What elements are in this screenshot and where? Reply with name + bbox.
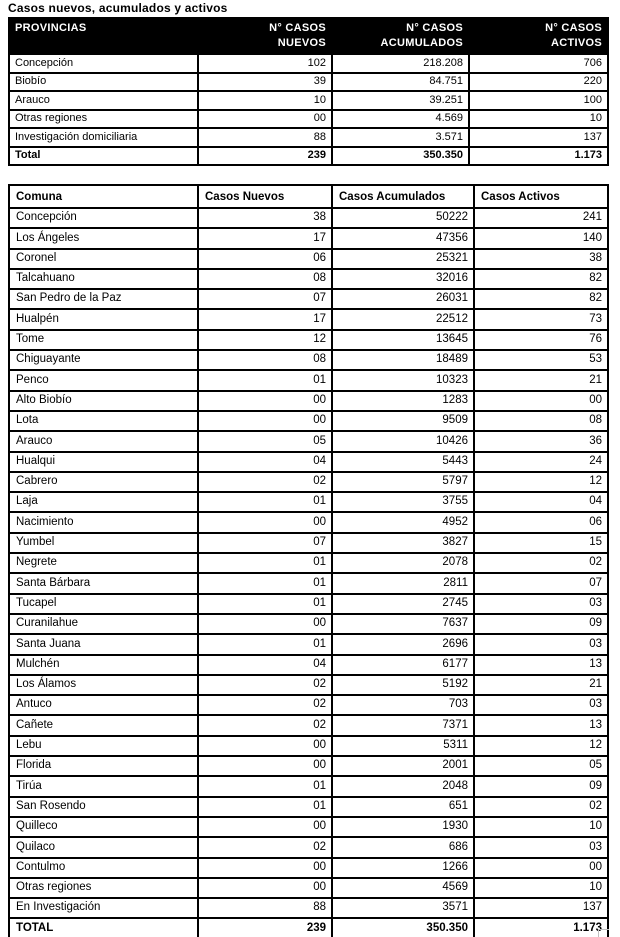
row-value: 08: [198, 269, 332, 289]
row-value: 02: [198, 837, 332, 857]
table-row: [9, 431, 608, 451]
row-value: 10: [474, 878, 608, 898]
row-value: 12: [474, 736, 608, 756]
row-value: 2078: [332, 553, 474, 573]
table-row: [9, 817, 608, 837]
row-label: Cañete: [9, 715, 198, 735]
row-value: 2001: [332, 756, 474, 776]
row-label: Alto Biobío: [9, 391, 198, 411]
row-value: 00: [198, 878, 332, 898]
row-value: 76: [474, 330, 608, 350]
provinces-total-row: [9, 147, 608, 166]
row-value: 10323: [332, 370, 474, 390]
row-value: 02: [198, 715, 332, 735]
row-value: 706: [469, 54, 608, 73]
table-row: [9, 452, 608, 472]
row-value: 04: [198, 452, 332, 472]
row-value: 01: [198, 594, 332, 614]
row-label: Contulmo: [9, 858, 198, 878]
row-value: 04: [474, 492, 608, 512]
row-value: 7371: [332, 715, 474, 735]
header-line: ACUMULADOS: [380, 37, 463, 49]
row-label: Tucapel: [9, 594, 198, 614]
total-casos-nuevos: 239: [198, 918, 332, 937]
row-label: Lebu: [9, 736, 198, 756]
row-value: 137: [469, 128, 608, 147]
row-value: 10426: [332, 431, 474, 451]
row-value: 00: [198, 614, 332, 634]
col-header-provincias: [9, 18, 198, 54]
table-row: [9, 756, 608, 776]
table-row: [9, 492, 608, 512]
row-value: 17: [198, 309, 332, 329]
total-label: Total: [9, 147, 198, 166]
row-value: 1930: [332, 817, 474, 837]
header-line: N° CASOS: [406, 22, 463, 34]
row-value: 686: [332, 837, 474, 857]
table-row: [9, 553, 608, 573]
total-casos-activos: 1.173: [469, 147, 608, 166]
row-value: 13645: [332, 330, 474, 350]
row-label: Hualpén: [9, 309, 198, 329]
provinces-table: [8, 17, 609, 166]
row-label: Biobío: [9, 73, 198, 92]
table-row: [9, 512, 608, 532]
row-label: San Pedro de la Paz: [9, 289, 198, 309]
row-value: 07: [198, 533, 332, 553]
table-row: [9, 91, 608, 110]
row-label: Penco: [9, 370, 198, 390]
header-line: PROVINCIAS: [15, 22, 87, 34]
row-value: 2811: [332, 573, 474, 593]
table-row: [9, 249, 608, 269]
total-casos-acumulados: 350.350: [332, 147, 469, 166]
row-value: 82: [474, 289, 608, 309]
table-row: [9, 594, 608, 614]
row-value: 39: [198, 73, 332, 92]
row-value: 26031: [332, 289, 474, 309]
row-label: Curanilahue: [9, 614, 198, 634]
row-label: Florida: [9, 756, 198, 776]
row-value: 53: [474, 350, 608, 370]
row-value: 88: [198, 898, 332, 918]
table-row: [9, 533, 608, 553]
table-row: [9, 350, 608, 370]
row-value: 137: [474, 898, 608, 918]
row-value: 05: [198, 431, 332, 451]
row-value: 38: [474, 249, 608, 269]
row-label: Otras regiones: [9, 878, 198, 898]
total-casos-nuevos: 239: [198, 147, 332, 166]
row-value: 00: [474, 391, 608, 411]
row-value: 220: [469, 73, 608, 92]
col-header-casos-activos: Casos Activos: [474, 185, 608, 208]
row-value: 02: [198, 675, 332, 695]
table-row: [9, 309, 608, 329]
row-label: Cabrero: [9, 472, 198, 492]
row-value: 24: [474, 452, 608, 472]
total-casos-acumulados: 350.350: [332, 918, 474, 937]
row-value: 5797: [332, 472, 474, 492]
row-value: 5311: [332, 736, 474, 756]
table-row: [9, 858, 608, 878]
table-row: [9, 411, 608, 431]
row-value: 218.208: [332, 54, 469, 73]
row-value: 102: [198, 54, 332, 73]
row-value: 2048: [332, 776, 474, 796]
row-label: Santa Bárbara: [9, 573, 198, 593]
row-value: 01: [198, 776, 332, 796]
table-row: [9, 655, 608, 675]
row-value: 2696: [332, 634, 474, 654]
col-header-casos-nuevos: Casos Nuevos: [198, 185, 332, 208]
row-value: 10: [198, 91, 332, 110]
row-label: Negrete: [9, 553, 198, 573]
row-label: Tome: [9, 330, 198, 350]
row-value: 140: [474, 228, 608, 248]
row-label: Antuco: [9, 695, 198, 715]
row-value: 00: [198, 817, 332, 837]
row-value: 07: [198, 289, 332, 309]
row-value: 01: [198, 370, 332, 390]
row-value: 13: [474, 655, 608, 675]
row-value: 01: [198, 573, 332, 593]
row-value: 00: [198, 736, 332, 756]
table-row: [9, 391, 608, 411]
row-value: 09: [474, 776, 608, 796]
table-row: [9, 898, 608, 918]
row-value: 08: [198, 350, 332, 370]
communes-header-row: [9, 185, 608, 208]
table-row: [9, 715, 608, 735]
row-value: 03: [474, 837, 608, 857]
row-value: 3571: [332, 898, 474, 918]
page-title: Casos nuevos, acumulados y activos: [8, 1, 228, 15]
row-label: Laja: [9, 492, 198, 512]
row-value: 82: [474, 269, 608, 289]
col-header-comuna: Comuna: [9, 185, 198, 208]
row-value: 32016: [332, 269, 474, 289]
row-value: 00: [198, 756, 332, 776]
row-value: 9509: [332, 411, 474, 431]
table-row: [9, 776, 608, 796]
total-label: TOTAL: [9, 918, 198, 937]
row-label: Los Álamos: [9, 675, 198, 695]
row-value: 00: [474, 858, 608, 878]
row-value: 6177: [332, 655, 474, 675]
row-value: 01: [198, 634, 332, 654]
row-label: Mulchén: [9, 655, 198, 675]
col-header-casos-acumulados: [332, 18, 469, 54]
row-value: 2745: [332, 594, 474, 614]
row-value: 03: [474, 594, 608, 614]
row-value: 4952: [332, 512, 474, 532]
row-value: 241: [474, 208, 608, 228]
row-value: 50222: [332, 208, 474, 228]
row-value: 5443: [332, 452, 474, 472]
row-value: 03: [474, 695, 608, 715]
row-value: 3.571: [332, 128, 469, 147]
communes-table: [8, 184, 609, 937]
row-value: 7637: [332, 614, 474, 634]
row-value: 3827: [332, 533, 474, 553]
row-value: 4.569: [332, 110, 469, 129]
row-value: 01: [198, 492, 332, 512]
row-value: 02: [198, 472, 332, 492]
row-label: Santa Juana: [9, 634, 198, 654]
table-row: [9, 736, 608, 756]
row-label: Nacimiento: [9, 512, 198, 532]
row-value: 18489: [332, 350, 474, 370]
row-label: Talcahuano: [9, 269, 198, 289]
table-row: [9, 837, 608, 857]
row-label: Otras regiones: [9, 110, 198, 129]
row-label: En Investigación: [9, 898, 198, 918]
col-header-casos-activos: [469, 18, 608, 54]
header-line: NUEVOS: [277, 37, 326, 49]
row-label: Quilaco: [9, 837, 198, 857]
row-value: 04: [198, 655, 332, 675]
table-row: [9, 675, 608, 695]
row-label: Arauco: [9, 91, 198, 110]
row-value: 00: [198, 858, 332, 878]
row-value: 01: [198, 553, 332, 573]
row-value: 13: [474, 715, 608, 735]
row-value: 00: [198, 110, 332, 129]
report-content: [8, 1, 607, 937]
row-value: 12: [474, 472, 608, 492]
row-value: 3755: [332, 492, 474, 512]
row-label: Chiguayante: [9, 350, 198, 370]
row-value: 10: [469, 110, 608, 129]
row-value: 07: [474, 573, 608, 593]
row-value: 47356: [332, 228, 474, 248]
total-casos-activos: 1.173: [474, 918, 608, 937]
row-label: Arauco: [9, 431, 198, 451]
row-label: Yumbel: [9, 533, 198, 553]
communes-total-row: [9, 918, 608, 937]
header-line: N° CASOS: [269, 22, 326, 34]
row-value: 08: [474, 411, 608, 431]
row-label: Concepción: [9, 54, 198, 73]
row-value: 21: [474, 370, 608, 390]
row-value: 84.751: [332, 73, 469, 92]
table-row: [9, 289, 608, 309]
header-line: ACTIVOS: [551, 37, 602, 49]
row-value: 02: [474, 797, 608, 817]
table-row: [9, 472, 608, 492]
row-value: 5192: [332, 675, 474, 695]
row-label: Los Ángeles: [9, 228, 198, 248]
row-label: Tirúa: [9, 776, 198, 796]
row-label: Investigación domiciliaria: [9, 128, 198, 147]
row-value: 1266: [332, 858, 474, 878]
table-row: [9, 54, 608, 73]
row-value: 17: [198, 228, 332, 248]
row-value: 25321: [332, 249, 474, 269]
row-value: 4569: [332, 878, 474, 898]
table-row: [9, 695, 608, 715]
table-row: [9, 228, 608, 248]
row-value: 02: [198, 695, 332, 715]
row-value: 15: [474, 533, 608, 553]
row-value: 22512: [332, 309, 474, 329]
row-value: 651: [332, 797, 474, 817]
table-row: [9, 73, 608, 92]
row-value: 00: [198, 512, 332, 532]
row-value: 00: [198, 411, 332, 431]
row-value: 00: [198, 391, 332, 411]
row-label: Quilleco: [9, 817, 198, 837]
table-row: [9, 878, 608, 898]
row-value: 02: [474, 553, 608, 573]
table-row: [9, 208, 608, 228]
row-label: Lota: [9, 411, 198, 431]
row-value: 01: [198, 797, 332, 817]
row-value: 1283: [332, 391, 474, 411]
table-row: [9, 370, 608, 390]
row-label: San Rosendo: [9, 797, 198, 817]
row-value: 06: [198, 249, 332, 269]
row-value: 21: [474, 675, 608, 695]
table-row: [9, 797, 608, 817]
crop-corner-artifact: [598, 929, 609, 937]
provinces-header-row: [9, 18, 608, 54]
table-row: [9, 634, 608, 654]
row-value: 05: [474, 756, 608, 776]
row-value: 09: [474, 614, 608, 634]
table-row: [9, 128, 608, 147]
row-value: 03: [474, 634, 608, 654]
col-header-casos-acumulados: Casos Acumulados: [332, 185, 474, 208]
row-value: 36: [474, 431, 608, 451]
table-row: [9, 110, 608, 129]
row-value: 100: [469, 91, 608, 110]
row-value: 12: [198, 330, 332, 350]
row-value: 10: [474, 817, 608, 837]
row-value: 73: [474, 309, 608, 329]
row-label: Coronel: [9, 249, 198, 269]
row-value: 38: [198, 208, 332, 228]
header-line: N° CASOS: [545, 22, 602, 34]
row-label: Hualqui: [9, 452, 198, 472]
row-value: 39.251: [332, 91, 469, 110]
row-value: 06: [474, 512, 608, 532]
table-row: [9, 573, 608, 593]
row-value: 703: [332, 695, 474, 715]
table-row: [9, 330, 608, 350]
table-row: [9, 269, 608, 289]
col-header-casos-nuevos: [198, 18, 332, 54]
row-value: 88: [198, 128, 332, 147]
row-label: Concepción: [9, 208, 198, 228]
table-row: [9, 614, 608, 634]
